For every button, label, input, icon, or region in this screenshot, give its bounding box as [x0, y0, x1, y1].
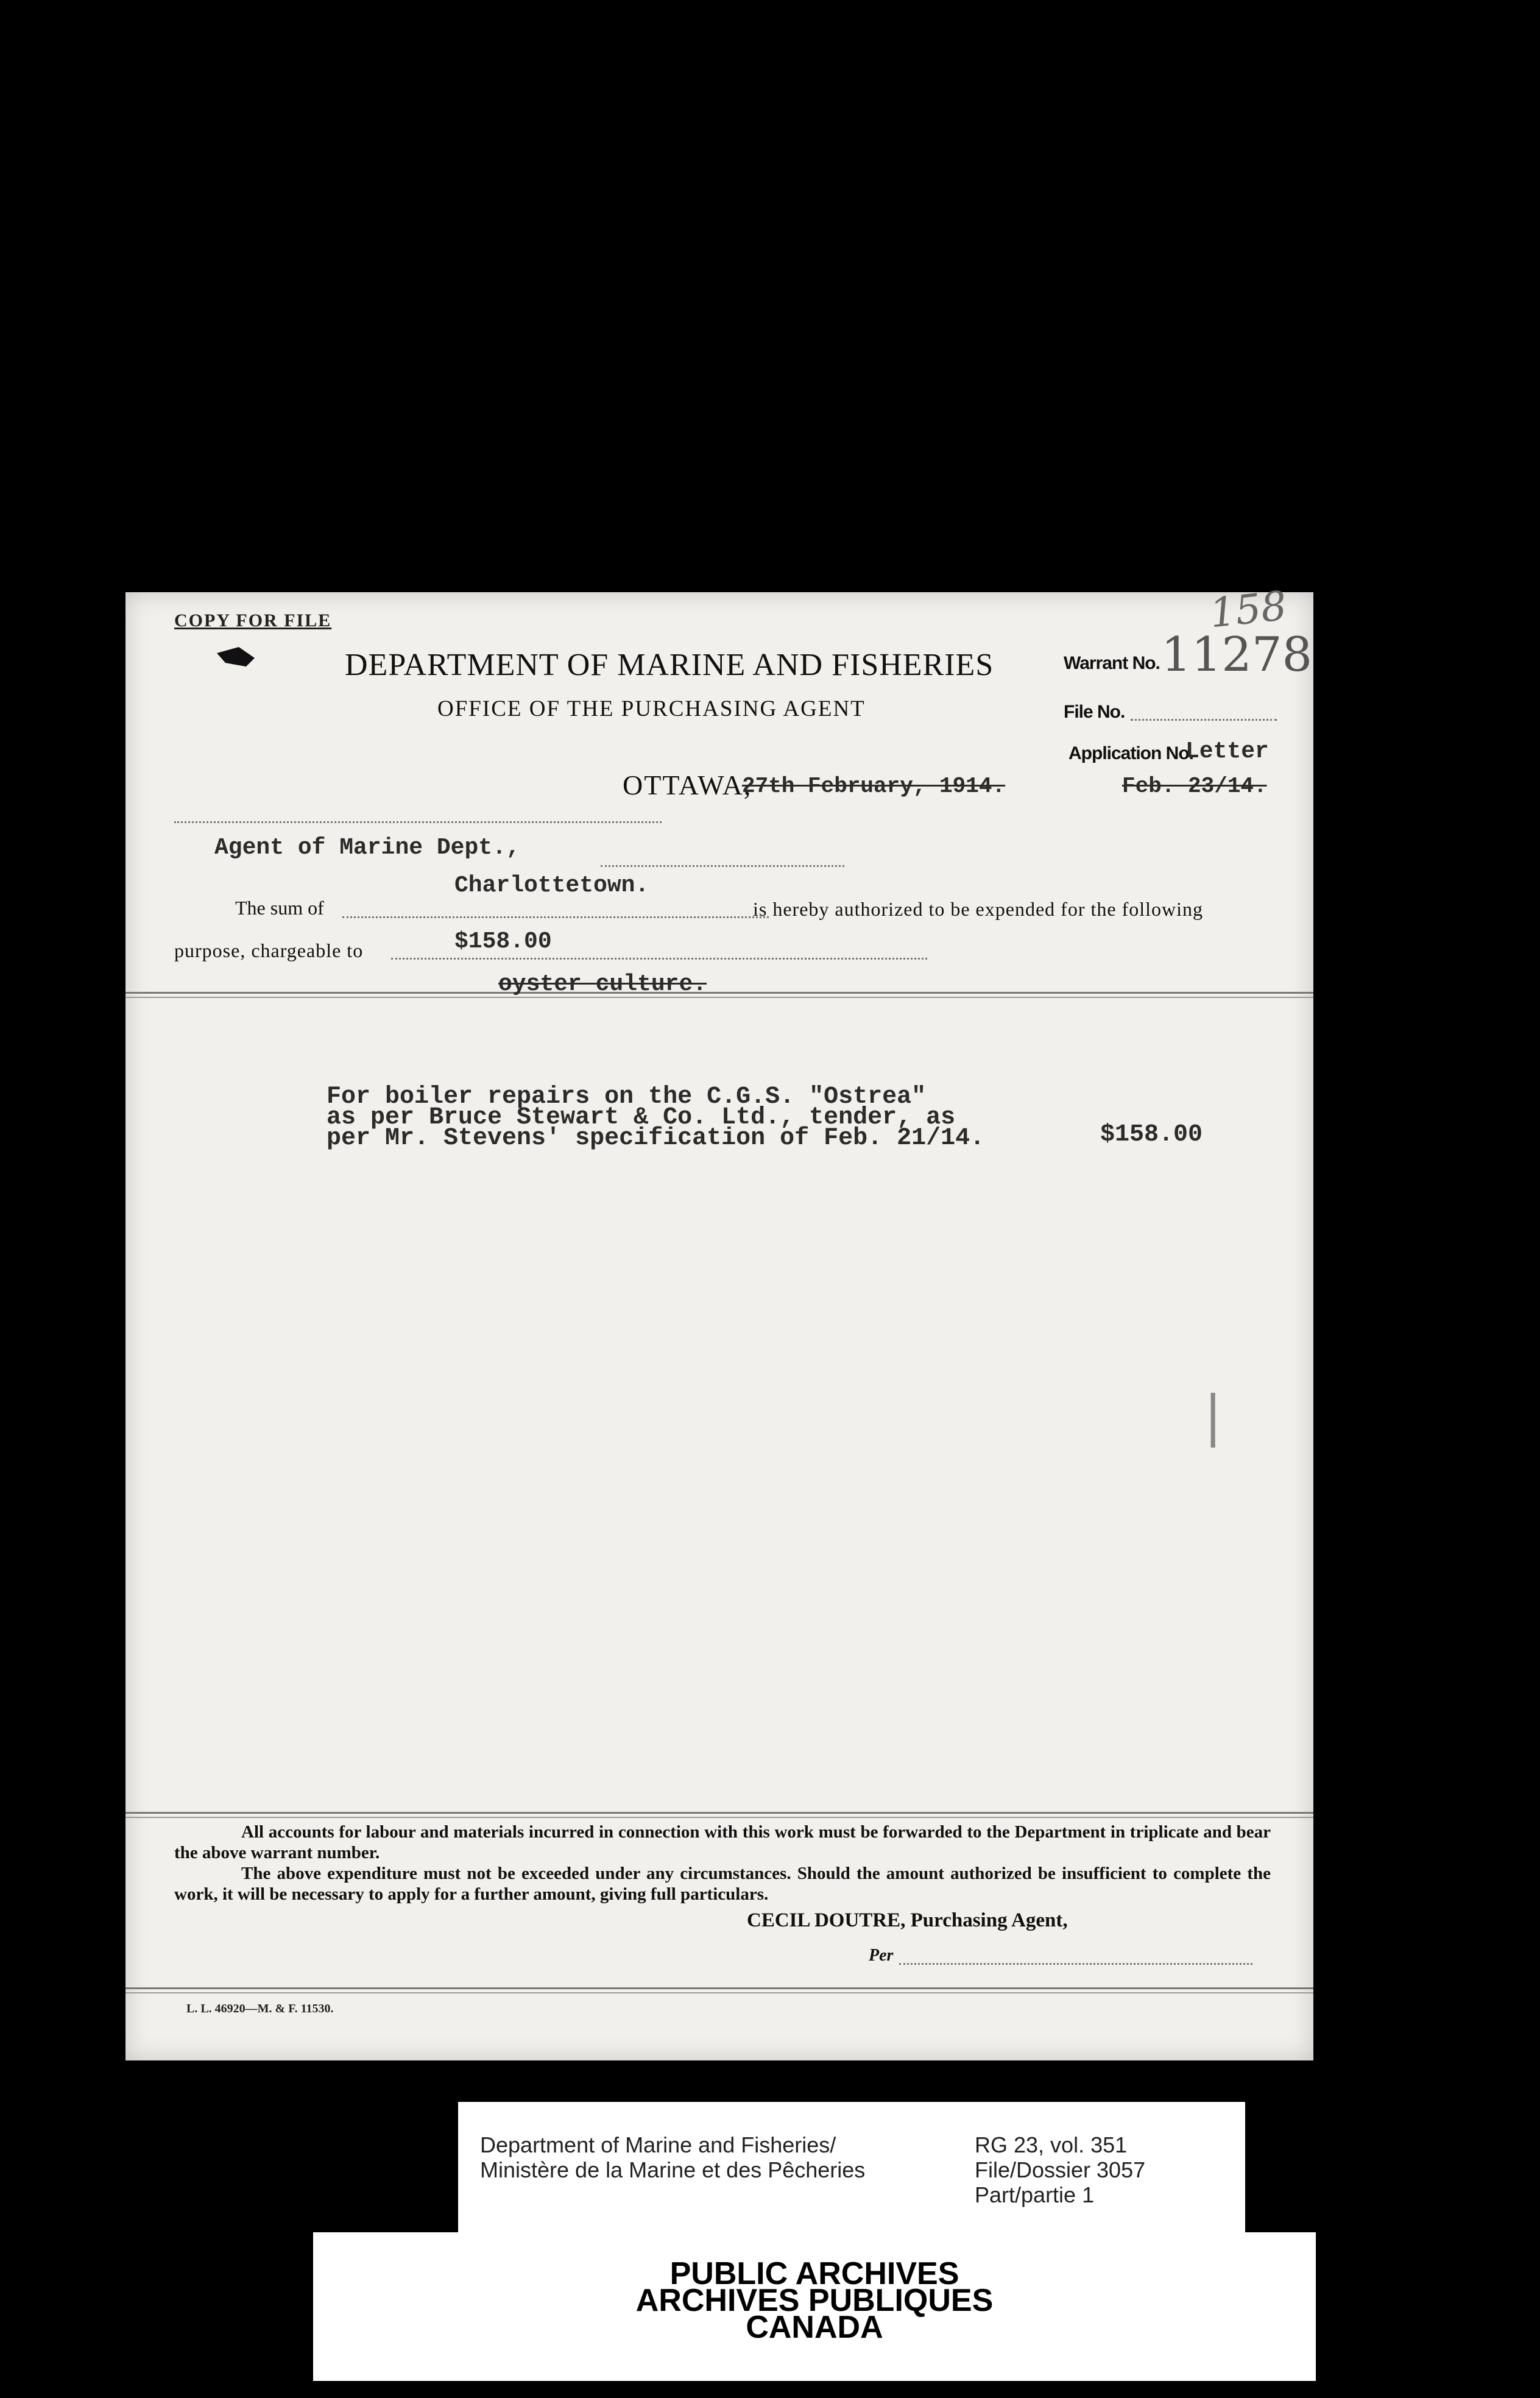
public-archives-label [313, 2232, 1316, 2381]
addressee-agent: Agent of Marine Dept., [214, 835, 520, 861]
file-number-line [1131, 719, 1277, 721]
archive-dept-fr: Ministère de la Marine et des Pêcheries [480, 2157, 866, 2182]
application-label: Application No. [1068, 743, 1193, 763]
divider-dots [174, 821, 662, 823]
footer-rule-2 [125, 1817, 1313, 1818]
letter-date: Feb. 23/14. [1122, 774, 1267, 799]
footer-rule [125, 1812, 1313, 1814]
charged-to: oyster culture. [498, 971, 707, 997]
pencil-annotation: 158 [1207, 582, 1289, 637]
body-line-1: For boiler repairs on the C.G.S. "Ostrea" [327, 1083, 927, 1111]
file-label: File No. [1064, 702, 1125, 722]
purpose-line [391, 958, 927, 960]
archive-reference-label [458, 2102, 1245, 2246]
footer-paragraph-1: All accounts for labour and materials incurred in connection with this work must be forwarded to the Department in triplicate and bear the above warrant number. [174, 1822, 1271, 1862]
per-label: Per [869, 1946, 894, 1965]
city-label: OTTAWA, [623, 769, 752, 801]
office-subtitle: OFFICE OF THE PURCHASING AGENT [437, 696, 866, 721]
archive-line-1: PUBLIC ARCHIVES [669, 2256, 959, 2291]
header-rule-2 [125, 997, 1313, 998]
bottom-rule [125, 1987, 1313, 1989]
sum-line [342, 916, 769, 918]
header-rule [125, 992, 1313, 994]
body-amount: $158.00 [1100, 1121, 1203, 1148]
purpose-label: purpose, chargeable to [174, 939, 364, 961]
addressee-line [601, 865, 844, 867]
sum-label: The sum of [235, 897, 324, 919]
per-signature-line [899, 1963, 1252, 1965]
authorization-text: is hereby authorized to be expended for the following [753, 898, 1203, 920]
archive-dept-en: Department of Marine and Fisheries/ [480, 2132, 836, 2157]
signature-line: CECIL DOUTRE, Purchasing Agent, [747, 1909, 1068, 1931]
archive-part: Part/partie 1 [975, 2182, 1095, 2207]
pencil-mark: | [1204, 1384, 1223, 1448]
authorized-amount: $158.00 [454, 928, 552, 955]
issue-date: 27th February, 1914. [742, 774, 1006, 799]
warrant-label: Warrant No. [1064, 653, 1160, 673]
body-line-2: as per Bruce Stewart & Co. Ltd., tender, as [327, 1104, 956, 1131]
archive-line-3: CANADA [746, 2310, 883, 2345]
department-title: DEPARTMENT OF MARINE AND FISHERIES [345, 648, 994, 682]
archive-line-2: ARCHIVES PUBLIQUES [635, 2283, 994, 2318]
addressee-location: Charlottetown. [454, 872, 649, 899]
form-number: L. L. 46920—M. & F. 11530. [186, 2002, 334, 2015]
body-line-3: per Mr. Stevens' specification of Feb. 21/14. [327, 1125, 985, 1152]
bottom-rule-2 [125, 1992, 1313, 1993]
footer-paragraph-2: The above expenditure must not be exceeded under any circumstances. Should the amount authorized be insufficient to complete the work, it will be necessary to apply for a further amount, giving full particulars. [174, 1864, 1271, 1904]
warrant-number: 11278 [1161, 628, 1313, 682]
ink-blot-icon [214, 645, 257, 669]
application-value: Letter [1185, 738, 1269, 765]
document-sheet [125, 582, 1313, 2060]
archive-rg: RG 23, vol. 351 [975, 2132, 1128, 2157]
copy-for-file-stamp: COPY FOR FILE [174, 610, 332, 631]
archive-file: File/Dossier 3057 [975, 2157, 1146, 2182]
